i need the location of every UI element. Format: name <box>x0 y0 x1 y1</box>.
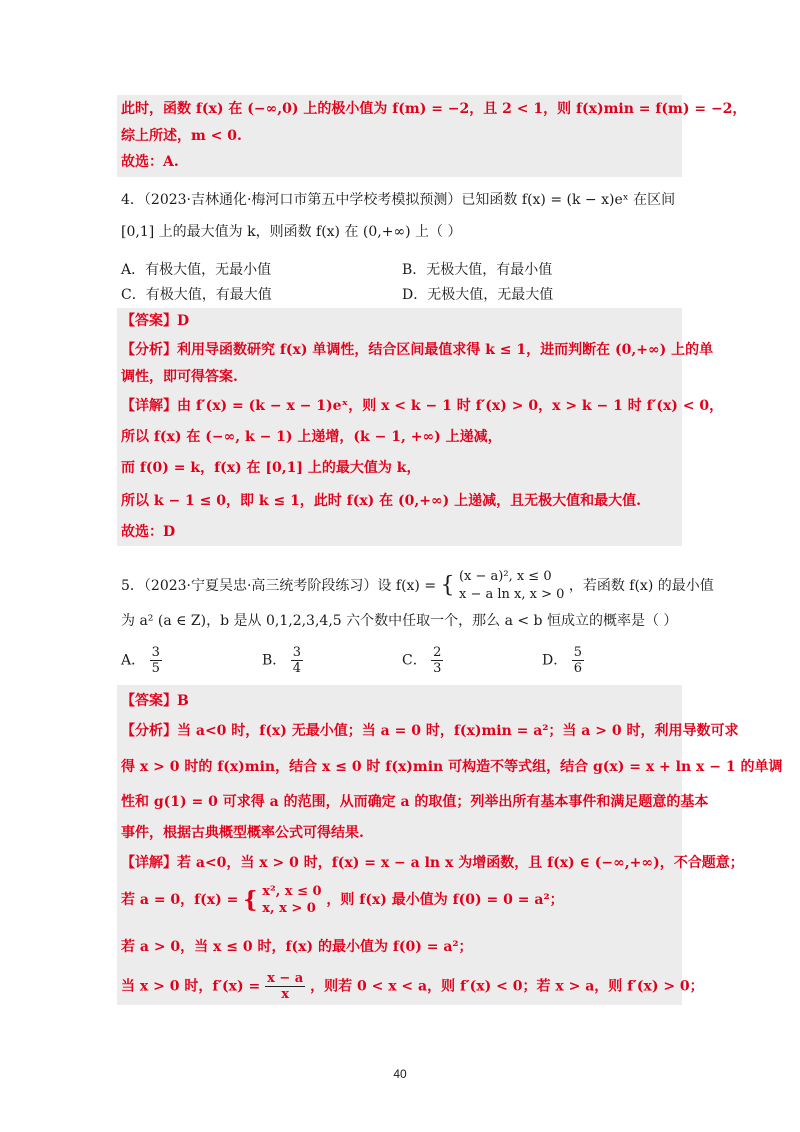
text-line: 故选：A. <box>121 154 179 170</box>
q4-option-b: B．无极大值，有最小值 <box>402 262 553 278</box>
option-label: C． <box>402 652 427 669</box>
option-label: D． <box>542 652 568 669</box>
detail-part: 若 a = 0，f(x) = <box>121 892 239 908</box>
case-line: (x − a)², x ≤ 0 <box>458 569 552 584</box>
q5-option-c <box>402 645 443 676</box>
question-5-stem <box>121 568 714 604</box>
detail-line: 而 f(0) = k，f(x) 在 [0,1] 上的最大值为 k， <box>121 460 421 476</box>
text-line: 综上所述，m < 0. <box>121 128 242 144</box>
q5-option-b <box>262 645 303 676</box>
question-5-stem-cont: 为 a² (a ∈ Z)，b 是从 0,1,2,3,4,5 六个数中任取一个，那么 a < b 恒成立的概率是（ ） <box>121 613 678 629</box>
numerator: 3 <box>292 645 302 660</box>
stem-part: 5．（2023·宁夏吴忠·高三统考阶段练习）设 f(x) = <box>121 578 437 594</box>
piecewise-cases <box>262 883 321 917</box>
q5-option-a <box>121 645 162 676</box>
detail-line: 所以 k − 1 ≤ 0，即 k ≤ 1，此时 f(x) 在 (0,+∞) 上递减，且无极大值和最大值. <box>121 493 642 509</box>
detail-line <box>121 971 704 1002</box>
case-line: x, x > 0 <box>262 901 316 916</box>
question-4-stem: 4．（2023·吉林通化·梅河口市第五中学校考模拟预测）已知函数 f(x) = (k − x)eˣ 在区间 <box>121 192 676 208</box>
brace-symbol: { <box>440 573 455 598</box>
detail-line: 【详解】若 a<0，当 x > 0 时，f(x) = x − a ln x 为增函数，且 f(x) ∈ (−∞,+∞)，不合题意； <box>121 855 744 871</box>
q4-option-a: A．有极大值，无最小值 <box>121 262 272 278</box>
detail-line: 若 a > 0，当 x ≤ 0 时，f(x) 的最小值为 f(0) = a²； <box>121 939 473 955</box>
q4-option-d: D．无极大值，无最大值 <box>402 287 554 303</box>
solution-block-q4 <box>117 308 724 546</box>
detail-line <box>121 883 564 917</box>
solution-block-q5 <box>117 685 783 1005</box>
fraction <box>150 645 162 676</box>
analysis-line: 调性，即可得答案. <box>121 369 238 385</box>
denominator: 3 <box>433 661 442 676</box>
question-4-stem-cont: [0,1] 上的最大值为 k，则函数 f(x) 在 (0,+∞) 上（ ） <box>121 224 462 240</box>
text-line: 此时，函数 f(x) 在 (−∞,0) 上的极小值为 f(m) = −2，且 2 < 1，则 f(x)min = f(m) = −2， <box>121 101 747 117</box>
analysis-line: 【分析】利用导函数研究 f(x) 单调性，结合区间最值求得 k ≤ 1，进而判断在 (0,+∞) 上的单 <box>121 342 714 358</box>
piecewise-cases <box>459 568 564 604</box>
detail-line: 所以 f(x) 在 (−∞, k − 1) 上递增，(k − 1, +∞) 上递减， <box>121 429 502 445</box>
q5-option-d <box>542 645 584 676</box>
analysis-line: 性和 g(1) = 0 可求得 a 的范围，从而确定 a 的取值；列举出所有基本事件和满足题意的基本 <box>121 794 709 810</box>
fraction <box>265 971 305 1002</box>
analysis-line: 【分析】当 a<0 时，f(x) 无最小值；当 a = 0 时，f(x)min = a²；当 a > 0 时，利用导数可求 <box>121 723 739 739</box>
numerator: 2 <box>433 645 442 660</box>
fraction <box>291 645 303 676</box>
page-number: 40 <box>393 1067 407 1081</box>
choice-line: 故选：D <box>121 524 176 540</box>
detail-line: 【详解】由 f′(x) = (k − x − 1)eˣ，则 x < k − 1 时 f′(x) > 0，x > k − 1 时 f′(x) < 0， <box>121 398 724 414</box>
stem-part: ，若函数 f(x) 的最小值 <box>568 578 714 594</box>
denominator: x <box>281 987 290 1002</box>
brace-symbol: { <box>243 887 258 913</box>
denominator: 5 <box>151 661 160 676</box>
fraction <box>431 645 443 676</box>
case-line: x − a ln x, x > 0 <box>458 587 565 602</box>
case-line: x², x ≤ 0 <box>262 884 322 899</box>
denominator: 4 <box>292 661 302 676</box>
numerator: x − a <box>267 971 304 986</box>
option-label: A． <box>121 652 146 669</box>
numerator: 5 <box>573 645 582 660</box>
analysis-line: 事件，根据古典概型概率公式可得结果. <box>121 825 364 841</box>
answer-label: 【答案】B <box>121 693 189 709</box>
fraction <box>572 645 584 676</box>
option-label: B． <box>262 652 287 669</box>
numerator: 3 <box>151 645 160 660</box>
q4-option-c: C．有极大值，有最大值 <box>121 287 272 303</box>
detail-part: ，则若 0 < x < a，则 f′(x) < 0；若 x > a，则 f′(x) > 0； <box>310 978 704 995</box>
solution-block-q3-end <box>117 95 747 177</box>
detail-part: 当 x > 0 时，f′(x) = <box>121 978 261 995</box>
detail-part: ，则 f(x) 最小值为 f(0) = 0 = a²； <box>326 892 564 908</box>
analysis-line: 得 x > 0 时的 f(x)min，结合 x ≤ 0 时 f(x)min 可构造不等式组，结合 g(x) = x + ln x − 1 的单调 <box>121 759 783 775</box>
denominator: 6 <box>573 661 582 676</box>
answer-label: 【答案】D <box>121 313 190 329</box>
